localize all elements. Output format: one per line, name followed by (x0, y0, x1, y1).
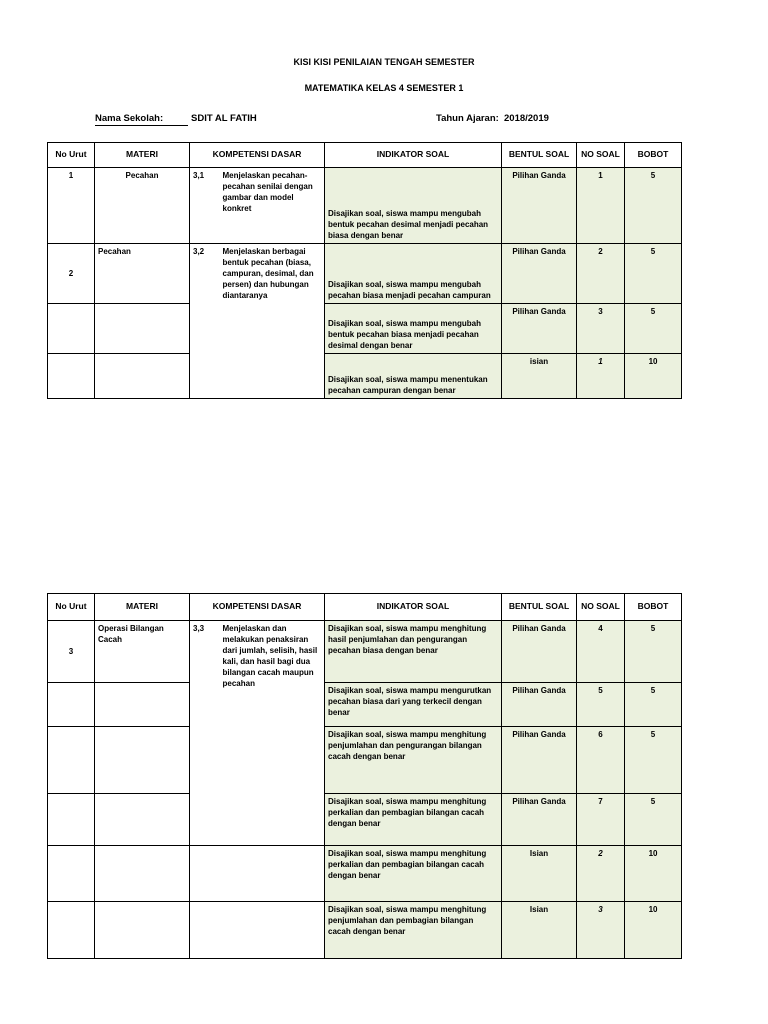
table-row (48, 304, 682, 354)
cell-no (48, 794, 95, 846)
cell-materi (95, 794, 190, 846)
header-kompetensi-dasar: KOMPETENSI DASAR (190, 143, 325, 168)
cell-indikator: Disajikan soal, siswa mampu menghitung perkalian dan pembagian bilangan cacah dengan benar (325, 846, 502, 902)
cell-kd (220, 902, 325, 959)
cell-kd: Menjelaskan dan melakukan penaksiran dari jumlah, selisih, hasil kali, dan hasil bagi dua bilangan cacah maupun pecahan (220, 621, 325, 846)
cell-bentuk: isian (502, 354, 577, 399)
cell-bobot: 5 (625, 168, 682, 244)
cell-bobot: 5 (625, 304, 682, 354)
year-value: 2018/2019 (504, 113, 549, 124)
cell-bentuk: Pilihan Ganda (502, 794, 577, 846)
cell-indikator: Disajikan soal, siswa mampu menentukan pecahan campuran dengan benar (325, 354, 502, 399)
cell-bobot: 10 (625, 354, 682, 399)
cell-materi (95, 354, 190, 399)
cell-no (48, 902, 95, 959)
cell-bentuk: Pilihan Ganda (502, 727, 577, 794)
cell-kd (220, 846, 325, 902)
cell-bentuk: Isian (502, 846, 577, 902)
header-kompetensi-dasar: KOMPETENSI DASAR (190, 594, 325, 621)
cell-bobot: 5 (625, 244, 682, 304)
table-row (48, 727, 682, 794)
cell-no (48, 354, 95, 399)
header-bentuk-soal: BENTUL SOAL (502, 594, 577, 621)
cell-no (48, 846, 95, 902)
cell-kd-no (190, 902, 220, 959)
cell-no-soal: 1 (577, 168, 625, 244)
table-row (48, 902, 682, 959)
table-row (48, 683, 682, 727)
table-header-row (48, 594, 682, 621)
header-indikator-soal: INDIKATOR SOAL (325, 594, 502, 621)
table-row (48, 621, 682, 683)
cell-no-soal: 2 (577, 846, 625, 902)
header-no-soal: NO SOAL (577, 594, 625, 621)
table-header-row (48, 143, 682, 168)
header-bobot: BOBOT (625, 594, 682, 621)
cell-no-soal: 5 (577, 683, 625, 727)
cell-kd-no: 3,3 (190, 621, 220, 846)
cell-no (48, 304, 95, 354)
cell-no-soal: 4 (577, 621, 625, 683)
cell-bobot: 5 (625, 683, 682, 727)
header-materi: MATERI (95, 143, 190, 168)
header-indikator-soal: INDIKATOR SOAL (325, 143, 502, 168)
header-bobot: BOBOT (625, 143, 682, 168)
table-row (48, 794, 682, 846)
cell-bentuk: Pilihan Ganda (502, 683, 577, 727)
document-subtitle: MATEMATIKA KELAS 4 SEMESTER 1 (304, 83, 464, 93)
cell-materi: Pecahan (95, 168, 190, 244)
cell-bobot: 10 (625, 902, 682, 959)
cell-kd: Menjelaskan pecahan-pecahan senilai dengan gambar dan model konkret (220, 168, 325, 244)
cell-bentuk: Pilihan Ganda (502, 304, 577, 354)
year-label: Tahun Ajaran: (436, 113, 499, 124)
cell-no: 3 (48, 621, 95, 683)
cell-indikator: Disajikan soal, siswa mampu menghitung perkalian dan pembagian bilangan cacah dengan benar (325, 794, 502, 846)
cell-no: 1 (48, 168, 95, 244)
cell-bobot: 5 (625, 727, 682, 794)
table-row (48, 244, 682, 304)
cell-kd-no (190, 846, 220, 902)
table-row (48, 168, 682, 244)
cell-no (48, 727, 95, 794)
header-no-urut: No Urut (48, 143, 95, 168)
cell-bentuk: Pilihan Ganda (502, 168, 577, 244)
cell-no: 2 (48, 244, 95, 304)
cell-indikator: Disajikan soal, siswa mampu menghitung hasil penjumlahan dan pengurangan pecahan biasa dengan benar (325, 621, 502, 683)
cell-no-soal: 2 (577, 244, 625, 304)
cell-indikator: Disajikan soal, siswa mampu menghitung penjumlahan dan pengurangan bilangan cacah dengan benar (325, 727, 502, 794)
cell-no-soal: 6 (577, 727, 625, 794)
cell-no-soal: 1 (577, 354, 625, 399)
header-materi: MATERI (95, 594, 190, 621)
table-row (48, 846, 682, 902)
cell-bentuk: Pilihan Ganda (502, 621, 577, 683)
cell-indikator: Disajikan soal, siswa mampu mengurutkan pecahan biasa dari yang terkecil dengan benar (325, 683, 502, 727)
cell-indikator: Disajikan soal, siswa mampu mengubah bentuk pecahan biasa menjadi pecahan desimal dengan benar (325, 304, 502, 354)
grid-table-1 (47, 142, 682, 399)
cell-materi: Operasi Bilangan Cacah (95, 621, 190, 683)
cell-bentuk: Pilihan Ganda (502, 244, 577, 304)
cell-materi: Pecahan (95, 244, 190, 304)
table-row (48, 354, 682, 399)
cell-indikator: Disajikan soal, siswa mampu mengubah pecahan biasa menjadi pecahan campuran (325, 244, 502, 304)
cell-materi (95, 683, 190, 727)
cell-kd: Menjelaskan berbagai bentuk pecahan (biasa, campuran, desimal, dan persen) dan hubungan diantaranya (220, 244, 325, 399)
cell-indikator: Disajikan soal, siswa mampu mengubah bentuk pecahan desimal menjadi pecahan biasa dengan benar (325, 168, 502, 244)
cell-no (48, 683, 95, 727)
school-value: SDIT AL FATIH (191, 113, 257, 124)
cell-no-soal: 3 (577, 304, 625, 354)
cell-no-soal: 3 (577, 902, 625, 959)
header-no-urut: No Urut (48, 594, 95, 621)
cell-materi (95, 727, 190, 794)
school-label: Nama Sekolah: (95, 113, 188, 126)
header-bentuk-soal: BENTUL SOAL (502, 143, 577, 168)
cell-bobot: 5 (625, 794, 682, 846)
cell-kd-no: 3,1 (190, 168, 220, 244)
header-no-soal: NO SOAL (577, 143, 625, 168)
cell-kd-no: 3,2 (190, 244, 220, 399)
cell-bobot: 5 (625, 621, 682, 683)
cell-bobot: 10 (625, 846, 682, 902)
cell-bentuk: Isian (502, 902, 577, 959)
cell-indikator: Disajikan soal, siswa mampu menghitung penjumlahan dan pembagian bilangan cacah dengan benar (325, 902, 502, 959)
grid-table-2 (47, 593, 682, 959)
document-title: KISI KISI PENILAIAN TENGAH SEMESTER (293, 57, 475, 67)
cell-no-soal: 7 (577, 794, 625, 846)
cell-materi (95, 846, 190, 902)
cell-materi (95, 304, 190, 354)
cell-materi (95, 902, 190, 959)
